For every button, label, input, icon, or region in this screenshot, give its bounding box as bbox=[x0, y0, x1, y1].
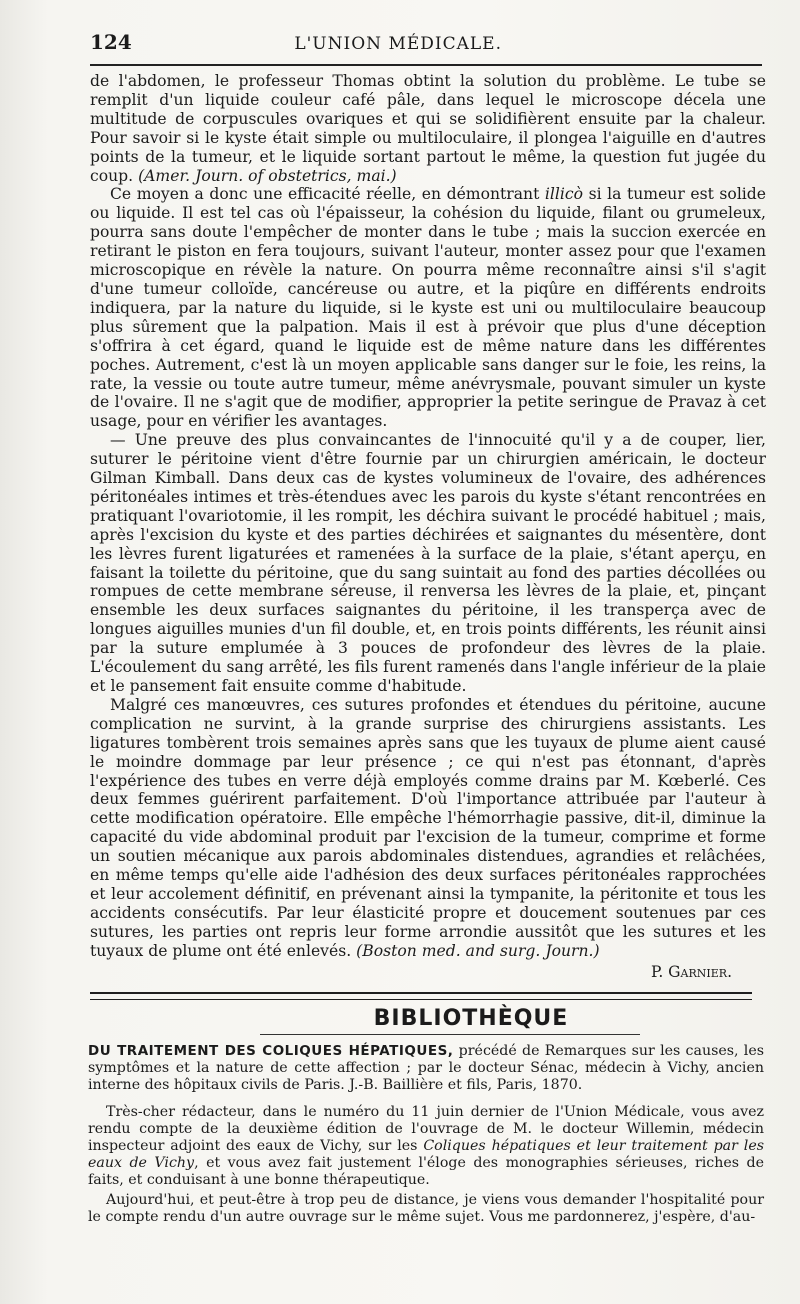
article-text: de l'abdomen, le professeur Thomas obtint la solution du problème. Le tube se remplit d'un liquide couleur café pâle, dans lequel le microscope décela une multitude de corpuscules ovariques et qui se solidifièrent ensuite par la chaleur. Pour savoir si le kyste était simple ou multiloculaire, il plongea l'aiguille en d'autres points de la tumeur, et le liquide sortant partout le même, la question fut jugée du coup. bbox=[90, 72, 766, 185]
section-divider bbox=[90, 992, 752, 1000]
article-body bbox=[90, 72, 766, 982]
source-citation: (Boston med. and surg. Journ.) bbox=[356, 941, 600, 960]
letter-text: Très-cher rédacteur, dans le numéro du 11 juin dernier de l'Union Médicale, vous avez rendu compte de la deuxième édition de l'ouvrage de M. le docteur Willemin, médecin inspecteur adjoint des eaux de Vichy, sur les bbox=[88, 1103, 764, 1154]
article-text: si la tumeur est solide ou liquide. Il est tel cas où l'épaisseur, la cohésion du liquide, filant ou grumeleux, pourra sans doute l'empêcher de monter dans le tube ; mais la succion exercée en retirant le piston en fera toujours, suivant l'auteur, monter assez pour que l'examen microscopique en révèle la nature. On pourra même reconnaître ainsi s'il s'agit d'une tumeur colloïde, cancéreuse ou autre, et la piqûre en différents endroits indiquera, par la nature du liquide, si le kyste est uni ou multiloculaire beaucoup plus sûrement que la palpation. Mais il est à prévoir que plus d'une déception s'offrira à cet égard, quand le liquide est de même nature dans les différentes poches. Autrement, c'est là un moyen applicable sans danger sur le foie, les reins, la rate, la vessie ou toute autre tumeur, même anévrysmale, pouvant simuler un kyste de l'ovaire. Il ne s'agit que de modifier, approprier la petite seringue de Pravaz à cet usage, pour en vérifier les avantages. bbox=[90, 185, 766, 431]
letter-paragraph-1 bbox=[88, 1104, 764, 1189]
book-description: précédé de Remarques sur les causes, les symptômes et la nature de cette affection ; par le docteur Sénac, médecin à Vichy, ancien interne des hôpitaux civils de Paris. J.-B. Baillière et fils, Paris, 1870. bbox=[88, 1042, 765, 1093]
source-citation: (Amer. Journ. of obstetrics, mai.) bbox=[138, 166, 397, 185]
article-text: Malgré ces manœuvres, ces sutures profondes et étendues du péritoine, aucune complication ne survint, à la grande surprise des chirurgiens assistants. Les ligatures tombèrent trois semaines après sans que les tuyaux de plume aient causé le moindre dommage par leur présence ; ce qui n'est pas étonnant, d'après l'expérience des tubes en verre déjà employés comme drains par M. Kœberlé. Ces deux femmes guérirent parfaitement. D'où l'importance attribuée par l'auteur à cette modification opératoire. Elle empêche l'hémorrhagie passive, dit-il, diminue la capacité du vide abdominal produit par l'excision de la tumeur, comprime et forme un soutien mécanique aux parois abdominales distendues, agrandies et relâchées, en même temps qu'elle aide l'adhésion des deux surfaces péritonéales rapprochées et leur accolement définitif, en prévenant ainsi la tympanite, la péritonite et tous les accidents consécutifs. Par leur élasticité propre et doucement soutenues par ces sutures, les parties ont repris leur forme arrondie aussitôt que les sutures et les tuyaux de plume ont été enlevés. bbox=[90, 695, 766, 960]
book-title: DU TRAITEMENT DES COLIQUES HÉPATIQUES, bbox=[88, 1042, 454, 1059]
article-paragraph-2 bbox=[90, 185, 766, 431]
emphasis-text: illicò bbox=[544, 185, 583, 204]
running-title: L'UNION MÉDICALE. bbox=[294, 34, 502, 54]
article-paragraph-3: — Une preuve des plus convaincantes de l'innocuité qu'il y a de couper, lier, suturer le péritoine vient d'être fournie par un chirurgien américain, le docteur Gilman Kimball. Dans deux cas de kystes volumineux de l'ovaire, des adhérences péritonéales intimes et très-étendues avec les parois du kyste s'étant rencontrées en pratiquant l'ovariotomie, il les rompit, les déchira suivant le procédé habituel ; mais, après l'excision du kyste et des parties déchirées et saignantes du mésentère, dont les lèvres furent ligaturées et ramenées à la surface de la plaie, s'étant aperçu, en faisant la toilette du péritoine, que du sang suintait au fond des parties décollées ou rompues de cette membrane séreuse, il renversa les lèvres de la plaie, et, pinçant ensemble les deux surfaces saignantes du péritoine, il les transperça avec de longues aiguilles munies d'un fil double, et, en trois points différents, les réunit ainsi par la suture emplumée à 3 pouces de profondeur des lèvres de la plaie. L'écoulement du sang arrêté, les fils furent ramenés dans l'angle inférieur de la plaie et le pansement fait ensuite comme d'habitude. bbox=[90, 431, 767, 695]
book-entry bbox=[88, 1043, 764, 1094]
author-signature: P. Garnier. bbox=[651, 962, 732, 981]
review-letter bbox=[88, 1104, 764, 1226]
cited-work-title: Coliques hépatiques et leur traitement par les eaux de Vichy bbox=[88, 1137, 765, 1171]
article-paragraph-1 bbox=[90, 72, 766, 185]
letter-text: , et vous avez fait justement l'éloge des monographies sérieuses, riches de faits, et conduisant à une bonne thérapeutique. bbox=[88, 1154, 764, 1188]
article-text: Ce moyen a donc une efficacité réelle, en démontrant bbox=[110, 185, 545, 204]
title-underline bbox=[260, 1034, 640, 1035]
article-paragraph-4 bbox=[90, 696, 766, 961]
letter-paragraph-2: Aujourd'hui, et peut-être à trop peu de distance, je viens vous demander l'hospitalité pour le compte rendu d'un autre ouvrage sur le même sujet. Vous me pardonnerez, j'espère, d'au- bbox=[88, 1191, 764, 1225]
page-header bbox=[90, 30, 762, 66]
section-title: BIBLIOTHÈQUE bbox=[373, 1005, 569, 1031]
page-number: 124 bbox=[90, 30, 132, 54]
